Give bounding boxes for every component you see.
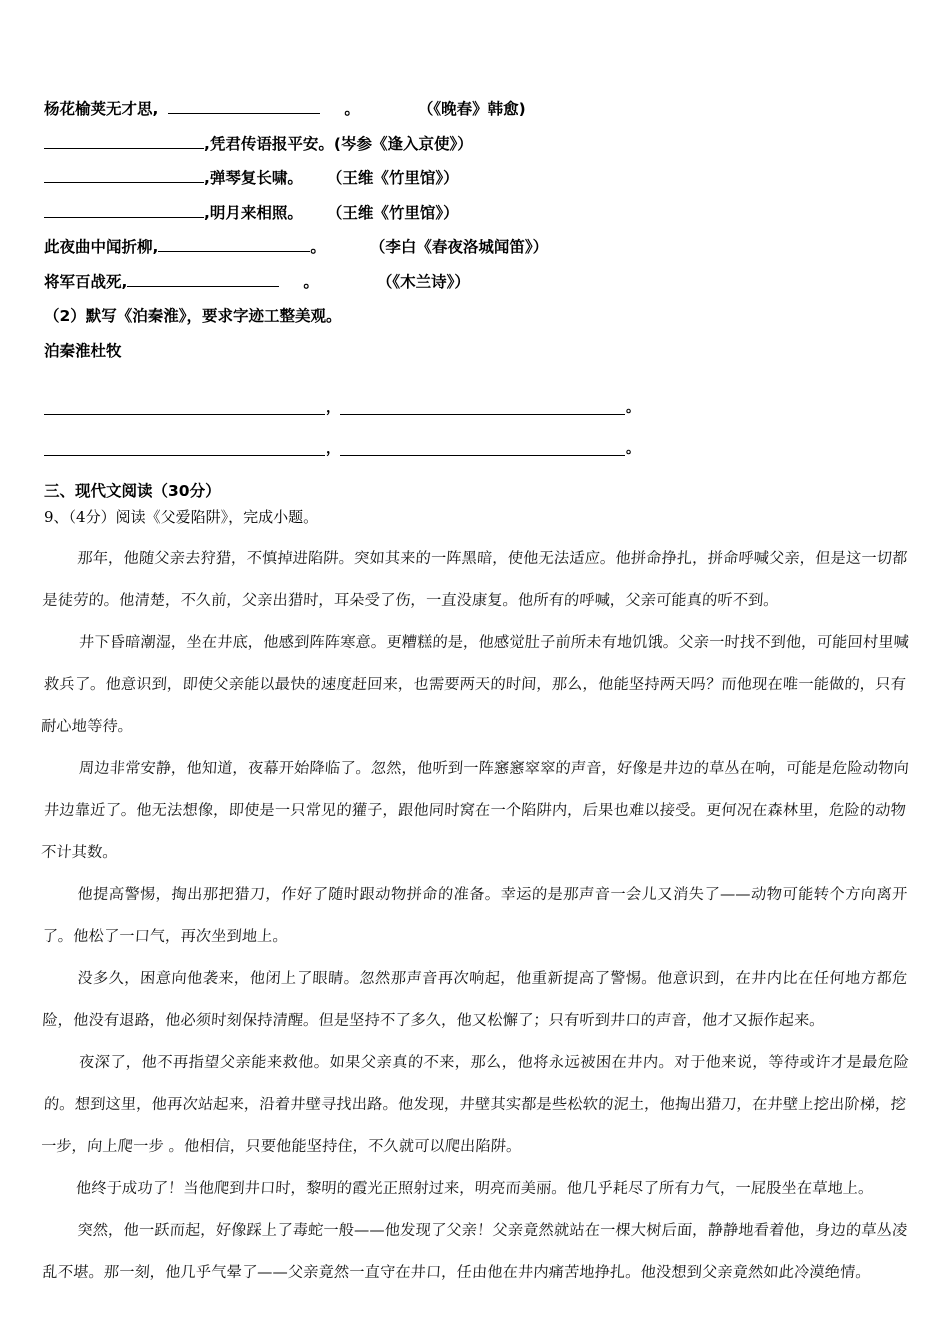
poem-period: 。 — [626, 440, 640, 457]
passage-paragraph: 他终于成功了！当他爬到井口时，黎明的霞光正照射过来，明亮而美丽。他几乎耗尽了所有力气，一屁股坐在草地上。 — [75, 1178, 875, 1197]
passage-paragraph: 那年，他随父亲去狩猎，不慎掉进陷阱。突如其来的一阵黑暗，使他无法适应。他拼命挣扎，拼命呼喊父亲，但是这一切都是徒劳的。他清楚，不久前，父亲出猎时，耳朵受了伤，一直没康复。他所有的呼喊，父亲可能真的听不到。 — [41, 548, 909, 609]
answer-blank[interactable] — [158, 236, 310, 252]
reading-passage — [40, 537, 910, 1293]
fill-line-2-attribution: (岑参《逢入京使》） — [333, 134, 473, 153]
passage-paragraph: 他提高警惕，掏出那把猎刀，作好了随时跟动物拼命的准备。幸运的是那声音一会儿又消失了——动物可能转个方向离开了。他松了一口气，再次坐到地上。 — [41, 884, 909, 945]
poem-answer-row — [44, 415, 906, 456]
fill-line-1-prefix: 杨花榆荚无才思, — [44, 100, 159, 118]
poem-answer-blank[interactable] — [340, 439, 625, 456]
fill-line-1-attribution: （《晚春》韩愈) — [417, 100, 526, 118]
fill-line-4-suffix: ,明月来相照。 — [204, 203, 303, 222]
fill-line-5-attribution: （李白《春夜洛城闻笛》） — [369, 238, 549, 256]
poem-period: 。 — [626, 399, 640, 416]
passage-paragraph: 周边非常安静，他知道，夜幕开始降临了。忽然，他听到一阵窸窸窣窣的声音，好像是井边的草丛在响，可能是危险动物向井边靠近了。他无法想像，即使是一只常见的獾子，跟他同时窝在一个陷阱内，后果也难以接受。更何况在森林里，危险的动物不计其数。 — [40, 758, 910, 861]
fill-in-blank-section — [44, 92, 906, 456]
fill-line-4 — [44, 196, 906, 231]
passage-paragraph: 突然，他一跃而起，好像踩上了毒蛇一般——他发现了父亲！父亲竟然就站在一棵大树后面，静静地看着他，身边的草丛凌乱不堪。那一刻，他几乎气晕了——父亲竟然一直守在井口，任由他在井内痛苦地挣扎。他没想到父亲竟然如此冷漠绝情。 — [41, 1220, 909, 1281]
passage-paragraph: 井下昏暗潮湿，坐在井底，他感到阵阵寒意。更糟糕的是，他感觉肚子前所未有地饥饿。父亲一时找不到他，可能回村里喊救兵了。他意识到，即使父亲能以最快的速度赶回来，也需要两天的时间，那么，他能坚持两天吗？而他现在唯一能做的，只有耐心地等待。 — [40, 632, 910, 735]
poem-title: 泊秦淮杜牧 — [44, 341, 122, 360]
fill-line-5-suffix: 。 — [310, 238, 326, 256]
fill-line-6-prefix: 将军百战死, — [44, 272, 128, 291]
question-9-line: 9、（4分）阅读《父爱陷阱》，完成小题。 — [44, 507, 319, 526]
fill-line-1 — [44, 92, 906, 127]
poem-answer-row — [44, 374, 906, 415]
passage-paragraph: 没多久，困意向他袭来，他闭上了眼睛。忽然那声音再次响起，他重新提高了警惕。他意识到，在井内比在任何地方都危险，他没有退路，他必须时刻保持清醒。但是坚持不了多久，他又松懈了；只有听到井口的声音，他才又振作起来。 — [41, 968, 909, 1029]
fill-line-2-suffix: ,凭君传语报平安。 — [204, 134, 334, 153]
fill-line-3 — [44, 161, 906, 196]
answer-blank[interactable] — [44, 167, 204, 183]
poem-answer-blank[interactable] — [44, 398, 325, 415]
fill-line-1-suffix: 。 — [344, 100, 360, 118]
passage-paragraph: 夜深了，他不再指望父亲能来救他。如果父亲真的不来，那么，他将永远被困在井内。对于他来说，等待或许才是最危险的。想到这里，他再次站起来，沿着井壁寻找出路。他发现，井壁其实都是些松软的泥土，他掏出猎刀，在井壁上挖出阶梯，挖一步，向上爬一步 。他相信，只要他能坚持住，不久就可以爬出陷阱。 — [40, 1052, 910, 1155]
answer-blank[interactable] — [168, 98, 320, 114]
fill-line-6-attribution: （《木兰诗》） — [376, 272, 470, 291]
answer-blank[interactable] — [127, 271, 279, 287]
fill-line-2 — [44, 127, 906, 162]
fill-line-5 — [44, 230, 906, 265]
poem-comma: ， — [326, 440, 340, 457]
sub-question-2: （2）默写《泊秦淮》，要求字迹工整美观。 — [44, 307, 342, 325]
poem-answer-blank[interactable] — [44, 439, 325, 456]
section-three-heading: 三、现代文阅读（30分） — [44, 481, 221, 500]
answer-blank[interactable] — [44, 133, 204, 149]
poem-comma: ， — [326, 399, 340, 416]
fill-line-5-prefix: 此夜曲中闻折柳, — [44, 238, 159, 256]
fill-line-6 — [44, 265, 906, 300]
answer-blank[interactable] — [44, 202, 204, 218]
fill-line-3-attribution: （王维《竹里馆》） — [326, 169, 459, 187]
fill-line-3-suffix: ,弹琴复长啸。 — [204, 169, 303, 187]
fill-line-6-suffix: 。 — [303, 272, 319, 291]
poem-answer-blank[interactable] — [340, 398, 625, 415]
fill-line-4-attribution: （王维《竹里馆》） — [326, 203, 459, 222]
